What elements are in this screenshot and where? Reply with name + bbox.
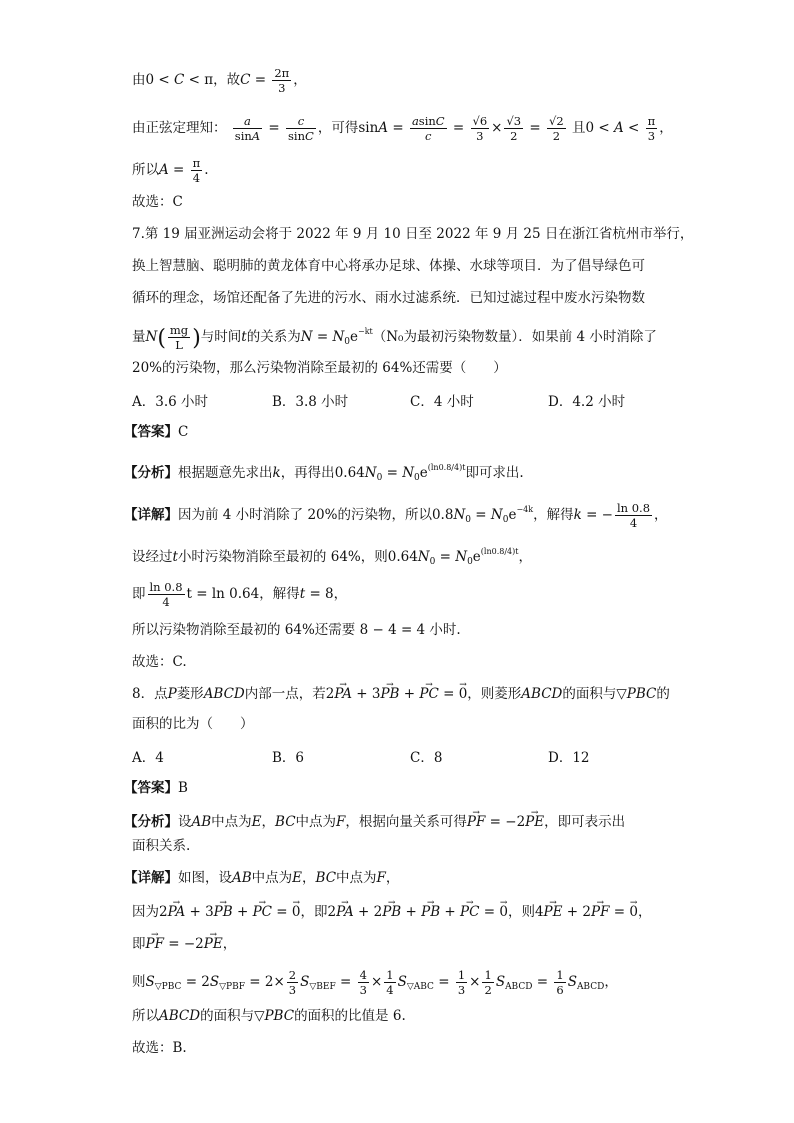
q7-answer — [124, 422, 188, 442]
q8-text-1d: ，则菱形 — [467, 686, 522, 702]
q7-detail-1: 【详解】因为前 4 小时消除了 20%的污染物，所以$0.8N_0 = N_0e^{-4k}$，解得k = − $\frac{\ln 0.8}{4}$ ， — [124, 501, 668, 530]
q8-detail-2c: ，则 — [507, 904, 535, 920]
q7-text-5: 20%的污染物，那么污染物消除至最初的 64%还需要（ ） — [132, 360, 507, 376]
q7-text-4b: 与时间 — [200, 329, 242, 345]
q8-detail-2a: 因为 — [132, 904, 159, 920]
q7-text-4: 量N( $\frac{mg}{L}$ )与时间t的关系为$N = N_0e^{-kt}(N_0$为最初污染物数量）．如果前 4 小时消除了 — [132, 323, 657, 352]
q8-detail-3a: 即 — [132, 936, 146, 952]
q8-analysis-6: ，即可表示出 — [544, 814, 626, 830]
q7-text-4d: （N₀为最初污染物数量）．如果前 4 小时消除了 — [372, 329, 657, 345]
q8-detail-1: 【详解】如图，设AB中点为E，BC中点为F， — [124, 870, 400, 886]
q8-answer-value: B — [178, 780, 188, 796]
q8-text-1a: 8．点 — [132, 686, 168, 702]
q8-option-a: A．4 — [132, 750, 164, 766]
q7-detail-3a: 即 — [132, 586, 146, 602]
q8-text-1: 8．点P菱形ABCD内部一点，若2→ PA + 3→ PB + → PC = → 0，则菱形ABCD的面积与▽PBC的 — [132, 684, 670, 704]
q7-answer-value: C — [178, 424, 189, 440]
intro-text-2b: ，可得 — [317, 120, 359, 136]
intro-line-4: 故选：C — [132, 194, 183, 210]
q8-option-b: B．6 — [272, 750, 305, 766]
q7-option-a: A．3.6 小时 — [132, 394, 209, 410]
q8-detail-2b: ，即 — [300, 904, 328, 920]
q7-detail-1a: 因为前 4 小时消除了 20%的污染物，所以 — [178, 507, 432, 523]
intro-line-1 — [132, 66, 307, 95]
q7-analysis: 【分析】根据题意先求出k，再得出$0.64N_0 = N_0e^{(ln0.8/4)t}$即可求出. — [124, 463, 524, 483]
q8-detail-5c: 的面积的比值是 6. — [294, 1008, 406, 1024]
q8-text-1c: 内部一点，若 — [244, 686, 326, 702]
q7-detail-5: 故选：C. — [132, 654, 187, 670]
q7-detail-3b: t = ln 0.64，解得 — [186, 586, 300, 602]
q7-detail-2b: 小时污染物消除至最初的 64%，则 — [177, 549, 388, 565]
q7-option-b: B．3.8 小时 — [272, 394, 349, 410]
q8-detail-4: 则$S_{▽PBC} = 2S_{▽PBF} = 2\times$ $\frac{2}{3}$ $S_{▽BEF}$ = $\frac{4}{3}$ × $\frac{1}{4}$ $S_{▽ABC}$ = $\frac{1}{3}$ × $\frac{1}{2}$ $S_{ABCD}$ = $\frac{1}{6}$ $S_{ABCD}$， — [132, 968, 618, 997]
q8-analysis-1: 设 — [178, 814, 192, 830]
q7-analysis-3: 即可求出. — [465, 465, 524, 481]
q8-analysis-line-2: 面积关系. — [132, 838, 191, 854]
q8-answer — [124, 778, 188, 798]
q7-answer-tag: 【答案】 — [124, 424, 178, 440]
q7-text-1: 7.第 19 届亚洲运动会将于 2022 年 9 月 10 日至 2022 年 9 月 25 日在浙江省杭州市举行， — [132, 226, 694, 242]
q8-analysis-5: ，根据向量关系可得 — [345, 814, 467, 830]
q8-detail-5: 所以ABCD的面积与▽PBC的面积的比值是 6. — [132, 1008, 406, 1024]
q7-option-c: C．4 小时 — [410, 394, 474, 410]
q8-detail-3: 即→ PF = −2→ PE， — [132, 934, 236, 954]
q8-detail-1c: ， — [302, 870, 316, 886]
q7-detail-tag: 【详解】 — [124, 507, 178, 523]
q7-detail-3: 即 $\frac{\ln 0.8}{4}$ t = ln 0.64，解得t = 8， — [132, 580, 348, 609]
q8-detail-1d: 中点为 — [336, 870, 377, 886]
q7-text-4a: 量 — [132, 329, 146, 345]
intro-text-1: 由0 < C < π，故C = $\frac{2\pi}{3}$ ， — [132, 66, 307, 95]
q8-detail-1e: ， — [385, 870, 400, 886]
q8-option-d: D．12 — [548, 750, 590, 766]
q8-detail-6: 故选：B. — [132, 1040, 187, 1056]
q8-detail-tag: 【详解】 — [124, 870, 178, 886]
q8-analysis: 【分析】设AB中点为E，BC中点为F，根据向量关系可得→ PF = −2→ PE，即可表示出 — [124, 812, 625, 832]
q7-analysis-tag: 【分析】 — [124, 465, 178, 481]
q7-detail-4: 所以污染物消除至最初的 64%还需要 8 − 4 = 4 小时. — [132, 622, 461, 638]
q8-analysis-3: ， — [261, 814, 276, 830]
q8-detail-1b: 中点为 — [251, 870, 293, 886]
q7-detail-1b: ，解得 — [533, 507, 574, 523]
q8-detail-5b: 的面积与 — [200, 1008, 255, 1024]
q8-text-1f: 的 — [656, 686, 670, 702]
q7-analysis-2: ，再得出 — [280, 465, 335, 481]
q8-detail-5a: 所以 — [132, 1008, 159, 1024]
intro-text-2a: 由正弦定理知： — [132, 120, 227, 136]
q7-text-3: 循环的理念，场馆还配备了先进的污水、雨水过滤系统．已知过滤过程中废水污染物数 — [132, 290, 645, 306]
q8-analysis-2: 中点为 — [211, 814, 252, 830]
q8-text-1b: 菱形 — [176, 686, 204, 702]
q8-option-c: C．8 — [410, 750, 443, 766]
q8-text-2: 面积的比为（ ） — [132, 716, 254, 732]
q8-detail-4a: 则 — [132, 974, 146, 990]
q7-detail-2: 设经过t小时污染物消除至最初的 64%，则$0.64N_0 = N_0e^{(ln0.8/4)t}$， — [132, 547, 532, 567]
q7-option-d: D．4.2 小时 — [548, 394, 626, 410]
intro-line-3: 所以A = $\frac{\pi}{4}$ . — [132, 156, 209, 185]
q8-answer-tag: 【答案】 — [124, 780, 178, 796]
q7-detail-2a: 设经过 — [132, 549, 173, 565]
q7-analysis-1: 根据题意先求出 — [178, 465, 273, 481]
q8-text-1e: 的面积与 — [562, 686, 617, 702]
q7-text-2: 换上智慧脑、聪明肺的黄龙体育中心将承办足球、体操、水球等项目．为了倡导绿色可 — [132, 258, 645, 274]
q7-text-4c: 的关系为 — [246, 329, 301, 345]
q8-detail-1a: 如图，设 — [178, 870, 232, 886]
q8-analysis-4: 中点为 — [295, 814, 337, 830]
intro-line-2: 由正弦定理知： $\frac{a}{\sin A}$ = $\frac{c}{\sin C}$ ，可得sinA = $\frac{asinC}{c}$ = $\frac{√6}{3}$ × $\frac{√3}{2}$ = $\frac{√2}{2}$ 且0 < A < $\frac{\pi}{3}$ ， — [132, 114, 673, 143]
q8-detail-2: 因为2→ PA + 3→ PB + → PC = → 0，即2→ PA + 2→ PB + → PB + → PC = → 0，则4→ PE + 2→ PF = → 0， — [132, 902, 651, 922]
q8-analysis-tag: 【分析】 — [124, 814, 178, 830]
